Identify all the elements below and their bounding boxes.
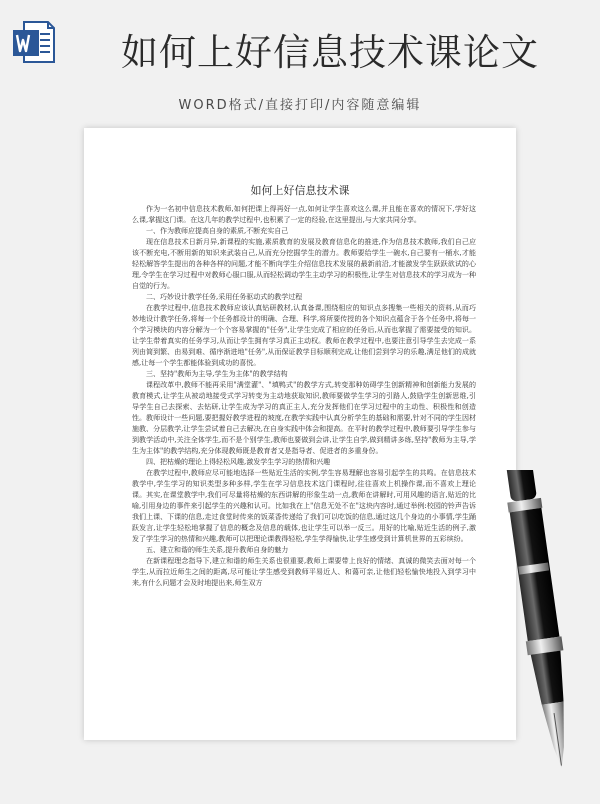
document-body	[132, 204, 476, 589]
section-heading: 四、把枯燥的理论上得轻松风趣,激发学生学习的热情和兴趣	[146, 458, 331, 466]
fountain-pen-image	[470, 470, 600, 800]
page-subtitle: WORD格式/直接打印/内容随意编辑	[178, 98, 422, 113]
paragraph: 在教学过程中,信息技术教师应该认真钻研教材,认真备课,围绕相应的知识点多搜集一些相关的资料,从而巧妙地设计教学任务,将每一个任务都设计的明确、合理、科学,将所要传授的各个知识点蕴含于各个任务中,将每一个学习模块的内容分解为一个个容易掌握的"任务",让学生完成了相应的任务后,从而也掌握了需要接受的知识。让学生带着真实的任务学习,从而让学生拥有学习真正主动权。教师在教学过程中,也要注意引导学生去完成一系列由简到繁、由易到难、循序渐进地"任务",从而保证教学目标顺利完成,让他们尝到学习的乐趣,满足他们的成就感,让每一个学生都能体验到成功的喜悦。	[132, 304, 476, 367]
section-heading: 一、作为教师应提高自身的素质,不断充实自己	[146, 227, 289, 235]
document-preview	[84, 128, 516, 740]
paragraph: 现在信息技术日新月异,新课程的实施,素质教育的发展及教育信息化的推进,作为信息技术教师,我们自己应该不断充电,不断用新的知识来武装自己,从而充分挖掘学生的潜力。教师要给学生一碗水,自己要有一桶水,才能轻松解答学生提出的各种各样的问题,才能不断向学生介绍信息技术发展的最新前沿,才能激发学生跃跃欲试的心理,令学生在学习过程中对教师心服口服,从而轻松调动学生主动学习的积极性,让学生对信息技术的学习成为一种自觉的行为。	[132, 238, 476, 290]
paragraph: 作为一名初中信息技术教师,如何把课上得再好一点,如何让学生喜欢这么课,并且能在喜欢的情况下,学好这么课,掌握这门课。在这几年的教学过程中,也积累了一定的经验,在这里提出,与大家共同分享。	[132, 205, 476, 224]
paragraph: 课程改革中,教师不能再采用"满堂灌"、"填鸭式"的教学方式,转变那种妨碍学生创新精神和创新能力发展的教育模式,让学生从被动地接受式学习转变为主动地获取知识,教师要做学生学习的引路人,鼓励学生创新思维,引导学生自己去探索、去钻研,让学生成为学习的真正主人,充分发挥他们在学习过程中的主动性、积极性和创造性。教师设计一些问题,要把握好教学进程的坡度,在教学实践中认真分析学生的基础和需要,针对不同的学生因材施教、分层教学,让学生尝试着自己去解决,在自身实践中体会和提高。在平时的教学过程中,教师要引导学生参与到教学活动中,关注全体学生,而不是个别学生,教师也要做到会讲,让学生自学,做到精讲多练,坚持"教师为主导,学生为主体"的教学结构,充分体现教师既是教育者又是指导者、促进者的多重身份。	[132, 381, 476, 455]
page-title: 如何上好信息技术课论文	[121, 31, 539, 74]
paragraph: 在新课程理念指导下,建立和谐的师生关系也很重要,教师上课要带上良好的情绪、真诚的微笑去面对每一个学生,从而拉近师生之间的距离,尽可能让学生感受到教师平易近人、和蔼可亲,让他们轻松愉快地投入到学习中来,有什么问题才会及时地提出来,师生双方	[132, 557, 476, 587]
section-heading: 二、巧妙设计教学任务,采用任务驱动式的教学过程	[146, 293, 303, 301]
section-heading: 五、建立和谐的师生关系,提升教师自身的魅力	[146, 546, 289, 554]
section-heading: 三、坚持"教师为主导,学生为主体"的教学结构	[146, 370, 288, 378]
paragraph: 在教学过程中,教师应尽可能地选择一些贴近生活的实例,学生容易理解也容易引起学生的共鸣。在信息技术教学中,学生学习的知识类型多种多样,学生在学习信息技术这门课程时,往往喜欢上机操作课,而不喜欢上理论课。其实,在课堂教学中,我们可尽量将枯燥的东西讲解的形象生动一点,教师在讲解时,可用风趣的语言,贴近的比喻,引用身边的事件来引起学生的兴趣和认可。比如我在上"信息无处不在"这块内容时,通过举例:校园的铃声告诉我们上课、下课的信息,走过食堂时传来的饭菜香传递给了我们可以吃饭的信息,通过这几个身边的小事情,学生踊跃发言,让学生轻松地掌握了信息的概念及信息的载体,也让学生可以举一反三。用好的比喻,贴近生活的例子,激发了学生学习的热情和兴趣,教师可以把理论课教得轻松,学生学得愉快,让学生感受到计算机世界的五彩缤纷。	[132, 469, 476, 543]
word-icon	[10, 18, 58, 66]
document-title: 如何上好信息技术课	[250, 184, 350, 197]
